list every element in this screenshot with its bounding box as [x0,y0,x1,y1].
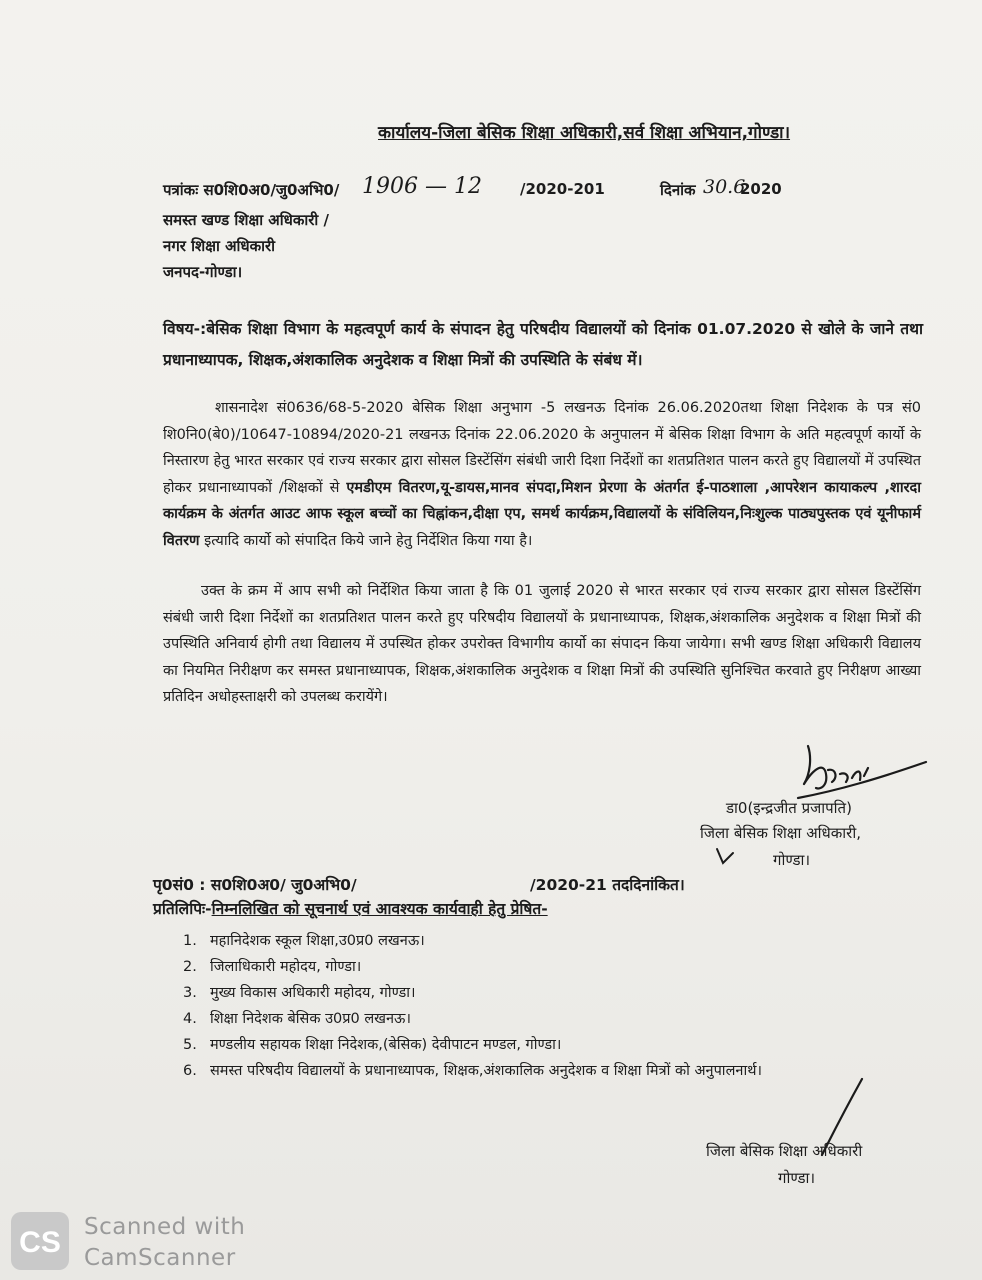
body-paragraph-2 [163,578,921,711]
letter-year: /2020-201 [520,180,605,198]
list-item: 4. शिक्षा निदेशक बेसिक उ0प्र0 लखनऊ। [183,1011,411,1027]
tick-mark-icon [713,845,737,869]
recipient-list [183,928,762,1084]
copy-to-heading [153,897,548,919]
addressee-line-1: समस्त खण्ड शिक्षा अधिकारी / [163,211,330,229]
officer-designation: जिला बेसिक शिक्षा अधिकारी, [700,824,861,842]
list-item: 6. समस्त परिषदीय विद्यालयों के प्रधानाध्यापक, शिक्षक,अंशकालिक अनुदेशक व शिक्षा मित्रों को अनुपालनार्थ। [183,1063,762,1079]
list-item: 2. जिलाधिकारी महोदय, गोण्डा। [183,959,362,975]
camscanner-logo-icon [10,1211,70,1271]
paragraph-1-part-a: शासनादेश सं0636/68-5-2020 बेसिक शिक्षा अनुभाग -5 लखनऊ दिनांक 26.06.2020तथा शिक्षा निदेशक के पत्र सं0 शि0नि0(बे0)/10647-10894/2020-21 लखनऊ दिनांक 22.06.2020 के अनुपालन में बेसिक शिक्षा विभाग के अति महत्वपूर्ण कार्यो के निस्तारण हेतु भारत सरकार एवं राज्य सरकार द्वारा सोसल डिस्टेंसिंग संबंधी जारी दिशा निर्देशों का शतप्रतिशत पालन करते हुए विद्यालयों में उपस्थित होकर प्रधानाध्यापकों /शिक्षकों से [163,400,921,496]
paragraph-1-part-c: इत्यादि कार्यो को संपादित किये जाने हेतु निर्देशित किया गया है। [199,532,533,549]
addressee-line-2: नगर शिक्षा अधिकारी [163,237,276,255]
endorsement-number: पृ0सं0 : स0शि0अ0/ जु0अभि0/ [153,876,357,894]
officer-name: डा0(इन्द्रजीत प्रजापति) [726,799,852,817]
handwritten-date: 30.6 [703,176,746,198]
date-label: दिनांक [660,181,696,199]
list-item: 5. मण्डलीय सहायक शिक्षा निदेशक,(बेसिक) देवीपाटन मण्डल, गोण्डा। [183,1037,562,1053]
copy-to-text: निम्नलिखित को सूचनार्थ एवं आवश्यक कार्यवाही हेतु प्रेषित- [211,900,548,918]
endorsement-date: /2020-21 तददिनांकित। [530,876,685,894]
list-item: 3. मुख्य विकास अधिकारी महोदय, गोण्डा। [183,985,416,1001]
list-item: 1. महानिदेशक स्कूल शिक्षा,उ0प्र0 लखनऊ। [183,933,425,949]
handwritten-letter-number: 1906 — 12 [362,174,482,199]
body-paragraph-1 [163,395,921,554]
scanned-with-watermark [84,1212,245,1274]
officer-place: गोण्डा। [773,851,811,869]
paragraph-1-part-b: एमडीएम वितरण,यू-डायस,मानव संपदा,मिशन प्रेरणा के अंतर्गत ई-पाठशाला ,आपरेशन कायाकल्प ,शारदा कार्यक्रम के अंतर्गत आउट आफ स्कूल बच्चों का चिह्नांकन,दीक्षा एप, समर्थ कार्यक्रम,विद्यालयों के संविलियन,निःशुल्क पाठ्यपुस्तक एवं यूनीफार्म वितरण [163,479,921,549]
svg-text:CS: CS [19,1226,61,1259]
signatory-place: गोण्डा। [778,1169,816,1187]
letter-number-label: पत्रांकः स0शि0अ0/जु0अभि0/ [163,181,340,199]
copy-to-label: प्रतिलिपिः- [153,900,212,918]
addressee-line-3: जनपद-गोण्डा। [163,263,243,281]
signatory-designation: जिला बेसिक शिक्षा अधिकारी [706,1142,863,1160]
subject-line: विषय-:बेसिक शिक्षा विभाग के महत्वपूर्ण कार्य के संपादन हेतु परिषदीय विद्यालयों को दिनांक 01.07.2020 से खोले के जाने तथा प्रधानाध्यापक, शिक्षक,अंशकालिक अनुदेशक व शिक्षा मित्रों की उपस्थिति के संबंध में। [163,320,923,369]
watermark-line-2: CamScanner [84,1245,236,1271]
paragraph-2-text: उक्त के क्रम में आप सभी को निर्देशित किया जाता है कि 01 जुलाई 2020 से भारत सरकार एवं राज्य सरकार द्वारा सोसल डिस्टेंसिंग संबंधी जारी दिशा निर्देशों का शतप्रतिशत पालन करते हुए परिषदीय विद्यालयों के प्रधानाध्यापक, शिक्षक,अंशकालिक अनुदेशक व शिक्षा मित्रों की उपस्थिति अनिवार्य होगी तथा विद्यालय में उपस्थित होकर उपरोक्त विभागीय कार्यो का संपादन किया जायेगा। सभी खण्ड शिक्षा अधिकारी विद्यालय का नियमित निरीक्षण कर समस्त प्रधानाध्यापक, शिक्षक,अंशकालिक अनुदेशक व शिक्षा मित्रों की उपस्थिति सुनिश्चित करवाते हुए निरीक्षण आख्या प्रतिदिन अधोहस्ताक्षरी को उपलब्ध करायेंगे। [163,583,921,705]
watermark-line-1: Scanned with [84,1214,246,1240]
office-heading: कार्यालय-जिला बेसिक शिक्षा अधिकारी,सर्व शिक्षा अभियान,गोण्डा। [378,123,791,143]
date-year: 2020 [740,180,782,198]
